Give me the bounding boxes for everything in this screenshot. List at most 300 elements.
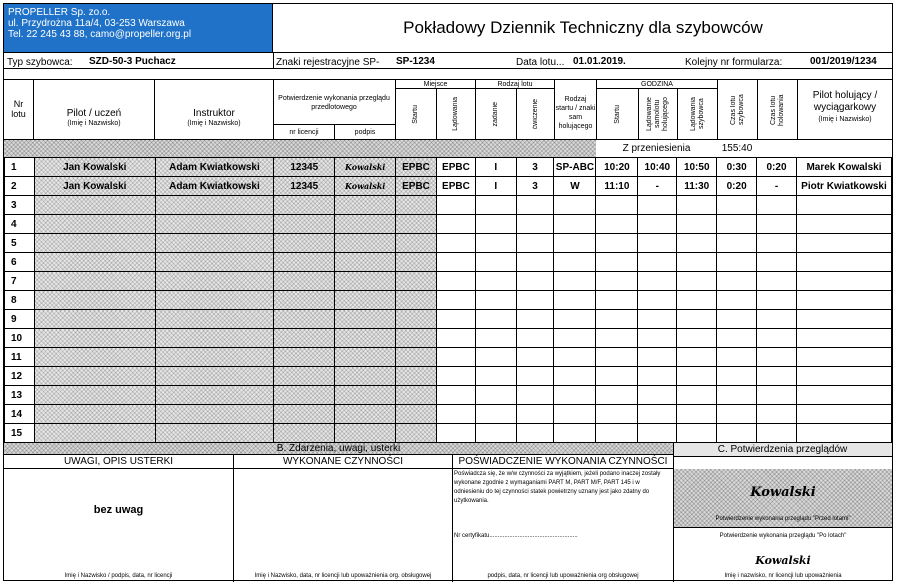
header-confirm: Potwierdzenie wykonania przeglądu przedlotowego xyxy=(278,95,390,111)
landing-place[interactable] xyxy=(436,291,475,310)
tow-landing-time[interactable] xyxy=(638,234,677,253)
flight-time[interactable] xyxy=(717,291,757,310)
start-place[interactable] xyxy=(396,215,437,234)
pre-flight-signature[interactable]: Kowalski xyxy=(750,484,816,500)
table-row xyxy=(5,329,892,348)
tow-pilot[interactable] xyxy=(796,329,891,348)
start-kind[interactable] xyxy=(554,272,596,291)
tow-pilot[interactable] xyxy=(796,196,891,215)
certify-text: Poświadcza się, że w/w czynności za wyjątkiem, jeżeli podano inaczej zostały wykonane zgodnie z wymaganiami PART M, PART M/F, PART 145 i w odniesieniu do tej czynności statek powietrzny uznany jest jako zdatny do użytkowania. xyxy=(454,471,661,504)
flight-exercise[interactable] xyxy=(516,348,554,367)
flight-exercise[interactable] xyxy=(516,405,554,424)
header-hour-tow-land: Lądowanie samolotu holującego xyxy=(646,97,669,131)
flight-time[interactable] xyxy=(717,329,757,348)
flight-exercise[interactable] xyxy=(516,310,554,329)
flight-time[interactable] xyxy=(717,253,757,272)
instructor-name[interactable] xyxy=(155,367,274,386)
tow-time[interactable] xyxy=(757,272,797,291)
instructor-name[interactable] xyxy=(155,291,274,310)
tow-pilot[interactable]: Piotr Kwiatkowski xyxy=(796,177,891,196)
post-flight-signature[interactable]: Kowalski xyxy=(755,553,811,567)
start-time[interactable] xyxy=(596,272,638,291)
licence-number[interactable] xyxy=(274,386,335,405)
tow-landing-time[interactable] xyxy=(638,215,677,234)
start-kind[interactable] xyxy=(554,253,596,272)
table-row xyxy=(5,234,892,253)
row-number: 1 xyxy=(5,158,35,177)
flight-task[interactable] xyxy=(475,329,516,348)
landing-place[interactable] xyxy=(436,329,475,348)
company-block xyxy=(4,4,273,52)
table-row xyxy=(5,424,892,443)
signature[interactable] xyxy=(335,272,396,291)
licence-number[interactable] xyxy=(274,329,335,348)
tow-time[interactable] xyxy=(757,310,797,329)
tow-landing-time[interactable] xyxy=(638,405,677,424)
tow-time[interactable] xyxy=(757,348,797,367)
signature[interactable] xyxy=(335,329,396,348)
tow-time[interactable] xyxy=(757,424,797,443)
header-pilot-sub: (Imię i Nazwisko) xyxy=(67,120,121,127)
tow-landing-time[interactable] xyxy=(638,253,677,272)
pilot-name[interactable] xyxy=(34,405,155,424)
table-row xyxy=(5,348,892,367)
start-place[interactable] xyxy=(396,348,437,367)
landing-time[interactable] xyxy=(677,424,717,443)
instructor-name[interactable] xyxy=(155,272,274,291)
table-row xyxy=(5,177,892,196)
instructor-name[interactable] xyxy=(155,215,274,234)
header-instructor-sub: (Imię i Nazwisko) xyxy=(187,120,241,127)
header-pilot: Pilot / uczeń xyxy=(66,108,122,119)
start-place[interactable] xyxy=(396,291,437,310)
table-row xyxy=(5,215,892,234)
start-time[interactable] xyxy=(596,348,638,367)
certify-footer: podpis, data, nr licencji lub upoważnienia org obsługowej xyxy=(487,573,639,579)
landing-time[interactable] xyxy=(677,215,717,234)
flight-task[interactable] xyxy=(475,215,516,234)
start-time[interactable]: 10:20 xyxy=(596,158,638,177)
tow-pilot[interactable] xyxy=(796,348,891,367)
instructor-name[interactable] xyxy=(155,234,274,253)
landing-time[interactable] xyxy=(677,310,717,329)
landing-place[interactable] xyxy=(436,310,475,329)
header-place: Miejsce xyxy=(423,80,448,88)
licence-number[interactable] xyxy=(274,272,335,291)
landing-place[interactable] xyxy=(436,424,475,443)
start-time[interactable] xyxy=(596,215,638,234)
licence-number[interactable]: 12345 xyxy=(274,158,335,177)
landing-time[interactable] xyxy=(677,291,717,310)
signature[interactable] xyxy=(335,405,396,424)
start-place[interactable] xyxy=(396,329,437,348)
landing-place[interactable]: EPBC xyxy=(436,158,475,177)
start-time[interactable]: 11:10 xyxy=(596,177,638,196)
tow-landing-time[interactable] xyxy=(638,310,677,329)
header-exercise: ćwiczenie xyxy=(531,98,539,130)
start-kind[interactable]: SP-ABC xyxy=(554,158,596,177)
pilot-name[interactable] xyxy=(34,386,155,405)
flight-time[interactable] xyxy=(717,310,757,329)
landing-time[interactable] xyxy=(677,348,717,367)
header-hour-land: Lądowania szybowca xyxy=(689,97,705,131)
flight-exercise[interactable]: 3 xyxy=(516,158,554,177)
registration-value[interactable]: SP-1234 xyxy=(396,56,435,67)
tow-pilot[interactable] xyxy=(796,215,891,234)
start-kind[interactable] xyxy=(554,291,596,310)
header-task: zadanie xyxy=(492,101,499,127)
tow-time[interactable] xyxy=(757,329,797,348)
licence-number[interactable] xyxy=(274,310,335,329)
tow-pilot[interactable] xyxy=(796,291,891,310)
landing-time[interactable]: 10:50 xyxy=(677,158,717,177)
flight-exercise[interactable] xyxy=(516,424,554,443)
flight-task[interactable]: I xyxy=(475,177,516,196)
pilot-name[interactable]: Jan Kowalski xyxy=(34,158,155,177)
signature[interactable] xyxy=(335,386,396,405)
certificate-number[interactable]: Nr certyfikatu..................................................... xyxy=(454,533,578,539)
licence-number[interactable] xyxy=(274,405,335,424)
landing-place[interactable] xyxy=(436,234,475,253)
header-flight-time: Czas lotu szybowca xyxy=(729,94,745,125)
tow-time[interactable] xyxy=(757,253,797,272)
flight-time[interactable]: 0:30 xyxy=(717,158,757,177)
row-number: 7 xyxy=(5,272,35,291)
tow-pilot[interactable]: Marek Kowalski xyxy=(796,158,891,177)
registration-label: Znaki rejestracyjne SP- xyxy=(276,57,380,68)
licence-number[interactable] xyxy=(274,291,335,310)
flight-date-value[interactable]: 01.01.2019. xyxy=(573,56,626,67)
start-kind[interactable] xyxy=(554,310,596,329)
tow-landing-time[interactable]: 10:40 xyxy=(638,158,677,177)
flight-exercise[interactable] xyxy=(516,196,554,215)
landing-time[interactable] xyxy=(677,196,717,215)
start-kind[interactable] xyxy=(554,424,596,443)
form-number-value[interactable]: 001/2019/1234 xyxy=(810,56,877,67)
flight-time[interactable] xyxy=(717,196,757,215)
tow-time[interactable] xyxy=(757,291,797,310)
licence-number[interactable] xyxy=(274,348,335,367)
signature[interactable]: Kowalski xyxy=(335,158,396,177)
instructor-name[interactable] xyxy=(155,424,274,443)
tow-pilot[interactable] xyxy=(796,253,891,272)
landing-time[interactable]: 11:30 xyxy=(677,177,717,196)
table-row xyxy=(5,196,892,215)
landing-time[interactable] xyxy=(677,386,717,405)
instructor-name[interactable] xyxy=(155,386,274,405)
start-place[interactable] xyxy=(396,367,437,386)
pilot-name[interactable] xyxy=(34,310,155,329)
start-place[interactable] xyxy=(396,424,437,443)
section-c-title: C. Potwierdzenia przeglądów xyxy=(717,443,848,455)
start-kind[interactable] xyxy=(554,367,596,386)
landing-place[interactable]: EPBC xyxy=(436,177,475,196)
tow-time[interactable]: - xyxy=(757,177,797,196)
flight-exercise[interactable]: 3 xyxy=(516,177,554,196)
flight-time[interactable] xyxy=(717,348,757,367)
landing-place[interactable] xyxy=(436,196,475,215)
signature[interactable] xyxy=(335,367,396,386)
tow-pilot[interactable] xyxy=(796,234,891,253)
start-time[interactable] xyxy=(596,405,638,424)
start-place[interactable] xyxy=(396,234,437,253)
landing-time[interactable] xyxy=(677,405,717,424)
landing-time[interactable] xyxy=(677,272,717,291)
pre-flight-label: Potwierdzenie wykonania przeglądu "Przed lotami" xyxy=(715,516,851,522)
header-hour: GODZINA xyxy=(641,80,673,88)
landing-place[interactable] xyxy=(436,253,475,272)
carry-shade xyxy=(4,140,596,157)
table-row xyxy=(5,291,892,310)
flight-task[interactable] xyxy=(475,253,516,272)
start-place[interactable]: EPBC xyxy=(396,177,437,196)
company-name: PROPELLER Sp. zo.o. xyxy=(8,7,111,18)
flight-task[interactable] xyxy=(475,367,516,386)
landing-place[interactable] xyxy=(436,367,475,386)
flight-time[interactable] xyxy=(717,215,757,234)
row-number: 8 xyxy=(5,291,35,310)
header-start-kind: Rodzaj startu / znaki sam holującego xyxy=(555,96,596,130)
tow-pilot[interactable] xyxy=(796,272,891,291)
start-kind[interactable] xyxy=(554,405,596,424)
row-number: 13 xyxy=(5,386,35,405)
flight-task[interactable] xyxy=(475,310,516,329)
form-title: Pokładowy Dziennik Techniczny dla szybowców xyxy=(403,18,763,37)
flight-task[interactable] xyxy=(475,272,516,291)
table-row xyxy=(5,272,892,291)
header-instructor: Instruktor xyxy=(193,108,235,119)
start-time[interactable] xyxy=(596,424,638,443)
pilot-name[interactable] xyxy=(34,291,155,310)
flight-time[interactable]: 0:20 xyxy=(717,177,757,196)
tow-landing-time[interactable] xyxy=(638,386,677,405)
tow-landing-time[interactable] xyxy=(638,291,677,310)
signature[interactable] xyxy=(335,291,396,310)
instructor-name[interactable] xyxy=(155,196,274,215)
start-time[interactable] xyxy=(596,310,638,329)
flight-table xyxy=(4,157,892,443)
signature[interactable] xyxy=(335,348,396,367)
instructor-name[interactable] xyxy=(155,253,274,272)
instructor-name[interactable]: Adam Kwiatkowski xyxy=(155,158,274,177)
row-number: 12 xyxy=(5,367,35,386)
tow-pilot[interactable] xyxy=(796,424,891,443)
row-number: 6 xyxy=(5,253,35,272)
flight-time[interactable] xyxy=(717,405,757,424)
tow-landing-time[interactable] xyxy=(638,196,677,215)
start-place[interactable] xyxy=(396,253,437,272)
start-time[interactable] xyxy=(596,386,638,405)
tow-pilot[interactable] xyxy=(796,386,891,405)
carry-over-label: Z przeniesienia xyxy=(622,143,691,154)
pilot-name[interactable] xyxy=(34,329,155,348)
tow-landing-time[interactable] xyxy=(638,348,677,367)
instructor-name[interactable]: Adam Kwiatkowski xyxy=(155,177,274,196)
start-place[interactable] xyxy=(396,386,437,405)
flight-task[interactable] xyxy=(475,196,516,215)
row-number: 10 xyxy=(5,329,35,348)
start-place[interactable]: EPBC xyxy=(396,158,437,177)
header-place-land: Lądowania xyxy=(452,97,459,131)
table-row xyxy=(5,386,892,405)
header-flight-type: Rodzaj lotu xyxy=(497,80,533,88)
landing-time[interactable] xyxy=(677,253,717,272)
tow-time[interactable] xyxy=(757,405,797,424)
tow-pilot[interactable] xyxy=(796,405,891,424)
row-number: 4 xyxy=(5,215,35,234)
row-number: 15 xyxy=(5,424,35,443)
flight-task[interactable] xyxy=(475,234,516,253)
pilot-name[interactable] xyxy=(34,367,155,386)
row-number: 14 xyxy=(5,405,35,424)
flight-exercise[interactable] xyxy=(516,367,554,386)
section-c-footer: Imię i nazwisko, nr licencji lub upoważnienia xyxy=(724,573,842,579)
flight-exercise[interactable] xyxy=(516,215,554,234)
flight-task[interactable]: I xyxy=(475,158,516,177)
tow-time[interactable] xyxy=(757,386,797,405)
defects-footer: Imię i Nazwisko / podpis, data, nr licencji xyxy=(64,573,173,579)
flight-task[interactable] xyxy=(475,348,516,367)
instructor-name[interactable] xyxy=(155,310,274,329)
licence-number[interactable] xyxy=(274,253,335,272)
signature[interactable] xyxy=(335,215,396,234)
flight-exercise[interactable] xyxy=(516,329,554,348)
flight-task[interactable] xyxy=(475,386,516,405)
tow-time[interactable] xyxy=(757,367,797,386)
landing-place[interactable] xyxy=(436,215,475,234)
licence-number[interactable]: 12345 xyxy=(274,177,335,196)
carry-empty xyxy=(757,140,892,157)
carry-over-value[interactable]: 155:40 xyxy=(721,143,753,154)
flight-time[interactable] xyxy=(717,367,757,386)
header-lotu: lotu xyxy=(11,109,26,119)
flight-task[interactable] xyxy=(475,424,516,443)
start-kind[interactable]: W xyxy=(554,177,596,196)
tow-time[interactable] xyxy=(757,215,797,234)
tow-pilot[interactable] xyxy=(796,310,891,329)
tow-landing-time[interactable] xyxy=(638,367,677,386)
start-time[interactable] xyxy=(596,234,638,253)
tow-time[interactable]: 0:20 xyxy=(757,158,797,177)
flight-exercise[interactable] xyxy=(516,291,554,310)
start-place[interactable] xyxy=(396,272,437,291)
start-time[interactable] xyxy=(596,291,638,310)
post-flight-label: Potwierdzenie wykonania przeglądu "Po lotach" xyxy=(719,533,847,539)
flight-time[interactable] xyxy=(717,424,757,443)
flight-time[interactable] xyxy=(717,272,757,291)
signature[interactable] xyxy=(335,253,396,272)
start-kind[interactable] xyxy=(554,348,596,367)
flight-exercise[interactable] xyxy=(516,272,554,291)
pilot-name[interactable] xyxy=(34,272,155,291)
signature[interactable] xyxy=(335,424,396,443)
table-row xyxy=(5,367,892,386)
flight-task[interactable] xyxy=(475,291,516,310)
start-time[interactable] xyxy=(596,367,638,386)
instructor-name[interactable] xyxy=(155,329,274,348)
pilot-name[interactable] xyxy=(34,215,155,234)
pilot-name[interactable] xyxy=(34,348,155,367)
actions-header: WYKONANE CZYNNOŚCI xyxy=(282,456,403,467)
instructor-name[interactable] xyxy=(155,405,274,424)
licence-number[interactable] xyxy=(274,367,335,386)
header-hour-start: Startu xyxy=(613,104,621,124)
flight-exercise[interactable] xyxy=(516,253,554,272)
header-tow-pilot: Pilot holujący / wyciągarkowy xyxy=(812,90,878,113)
start-kind[interactable] xyxy=(554,215,596,234)
start-time[interactable] xyxy=(596,196,638,215)
licence-number[interactable] xyxy=(274,196,335,215)
certify-header: POŚWIADCZENIE WYKONANIA CZYNNOŚCI xyxy=(458,456,668,467)
landing-time[interactable] xyxy=(677,367,717,386)
instructor-name[interactable] xyxy=(155,348,274,367)
licence-number[interactable] xyxy=(274,215,335,234)
pilot-name[interactable] xyxy=(34,253,155,272)
tow-landing-time[interactable] xyxy=(638,424,677,443)
defects-header: UWAGI, OPIS USTERKI xyxy=(63,456,174,467)
landing-place[interactable] xyxy=(436,405,475,424)
signature[interactable] xyxy=(335,234,396,253)
pilot-name[interactable] xyxy=(34,234,155,253)
flight-task[interactable] xyxy=(475,405,516,424)
tow-landing-time[interactable] xyxy=(638,272,677,291)
header-nr: Nr xyxy=(13,99,24,109)
pilot-name[interactable] xyxy=(34,424,155,443)
start-kind[interactable] xyxy=(554,234,596,253)
row-number: 9 xyxy=(5,310,35,329)
row-number: 2 xyxy=(5,177,35,196)
signature[interactable]: Kowalski xyxy=(335,177,396,196)
pilot-name[interactable] xyxy=(34,196,155,215)
start-place[interactable] xyxy=(396,405,437,424)
flight-time[interactable] xyxy=(717,234,757,253)
landing-place[interactable] xyxy=(436,386,475,405)
flight-time[interactable] xyxy=(717,386,757,405)
start-kind[interactable] xyxy=(554,196,596,215)
pilot-name[interactable]: Jan Kowalski xyxy=(34,177,155,196)
table-row xyxy=(5,253,892,272)
landing-place[interactable] xyxy=(436,348,475,367)
tow-landing-time[interactable]: - xyxy=(638,177,677,196)
licence-number[interactable] xyxy=(274,424,335,443)
signature[interactable] xyxy=(335,310,396,329)
actions-footer: Imię i Nazwisko, data, nr licencji lub upoważnienia org. obsługowej xyxy=(254,573,432,579)
start-place[interactable] xyxy=(396,310,437,329)
row-number: 3 xyxy=(5,196,35,215)
defects-value[interactable]: bez uwag xyxy=(93,504,144,516)
signature[interactable] xyxy=(335,196,396,215)
row-number: 5 xyxy=(5,234,35,253)
landing-place[interactable] xyxy=(436,272,475,291)
tow-time[interactable] xyxy=(757,196,797,215)
flight-exercise[interactable] xyxy=(516,234,554,253)
header-place-start: Startu xyxy=(412,104,419,124)
company-address: ul. Przydrożna 11a/4, 03-253 Warszawa xyxy=(8,18,185,29)
glider-type-value[interactable]: SZD-50-3 Puchacz xyxy=(89,56,176,67)
tow-time[interactable] xyxy=(757,234,797,253)
licence-number[interactable] xyxy=(274,234,335,253)
start-time[interactable] xyxy=(596,253,638,272)
start-kind[interactable] xyxy=(554,386,596,405)
flight-exercise[interactable] xyxy=(516,386,554,405)
start-kind[interactable] xyxy=(554,329,596,348)
tow-landing-time[interactable] xyxy=(638,329,677,348)
landing-time[interactable] xyxy=(677,234,717,253)
start-time[interactable] xyxy=(596,329,638,348)
start-place[interactable] xyxy=(396,196,437,215)
tow-pilot[interactable] xyxy=(796,367,891,386)
landing-time[interactable] xyxy=(677,329,717,348)
